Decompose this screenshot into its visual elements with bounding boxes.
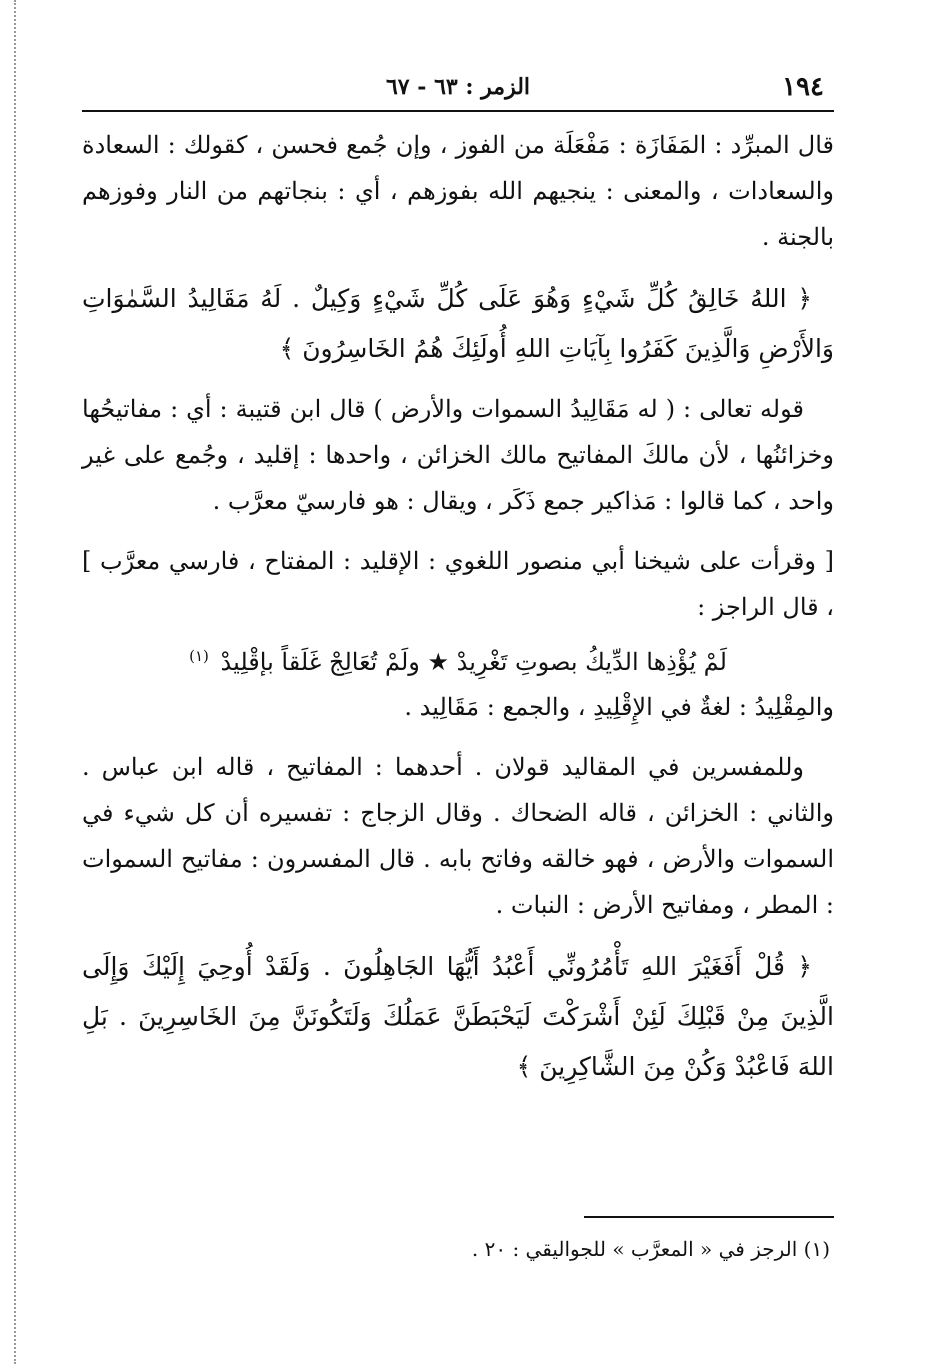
footnote-divider bbox=[584, 1216, 834, 1218]
footnotes-section bbox=[82, 1216, 834, 1266]
paragraph-mufassirun: وللمفسرين في المقاليد قولان . أحدهما : المفاتيح ، قاله ابن عباس . والثاني : الخزائن ، قاله الضحاك . وقال الزجاج : تفسيره أن كل شيء في السموات والأرض ، فهو خالقه وفاتح بابه . قال المفسرون : مفاتيح السموات : المطر ، ومفاتيح الأرض : النبات . bbox=[82, 753, 834, 919]
scan-edge-dots bbox=[14, 0, 16, 1364]
footnote-1: (١) الرجز في « المعرَّب » للجواليقي : ٢٠ . bbox=[471, 1237, 830, 1261]
quran-verse-62-63: ﴿ اللهُ خَالِقُ كُلِّ شَيْءٍ وَهُوَ عَلَى كُلِّ شَيْءٍ وَكِيلٌ . لَهُ مَقَالِيدُ السَّمٰوَاتِ وَالأَرْضِ وَالَّذِينَ كَفَرُوا بِآيَاتِ اللهِ أُولَئِكَ هُمُ الخَاسِرُونَ ﴾ bbox=[82, 284, 834, 363]
paragraph-abu-mansur: [ وقرأت على شيخنا أبي منصور اللغوي : الإقليد : المفتاح ، فارسي معرَّب ] ، قال الراجز : bbox=[82, 547, 834, 621]
poem-verse bbox=[82, 634, 834, 684]
paragraph-miqlid: والمِقْلِيدُ : لغةٌ في الإِقْلِيدِ ، والجمع : مَقَالِيد . bbox=[404, 693, 834, 721]
sura-reference: الزمر : ٦٣ - ٦٧ bbox=[385, 74, 531, 100]
poem-text: لَمْ يُؤْذِها الدِّيكُ بصوتِ تَغْرِيدْ ★ ولَمْ تُعَالِجْ غَلَقاً بإقْلِيدْ bbox=[220, 648, 727, 676]
quran-verse-64-66: ﴿ قُلْ أَفَغَيْرَ اللهِ تَأْمُرُونِّي أَعْبُدُ أَيُّهَا الجَاهِلُونَ . وَلَقَدْ أُوحِيَ إِلَيْكَ وَإِلَى الَّذِينَ مِنْ قَبْلِكَ لَئِنْ أَشْرَكْتَ لَيَحْبَطَنَّ عَمَلُكَ وَلَتَكُونَنَّ مِنَ الخَاسِرِينَ . بَلِ اللهَ فَاعْبُدْ وَكُنْ مِنَ الشَّاكِرِينَ ﴾ bbox=[82, 952, 834, 1081]
paragraph-ibn-qutayba: قوله تعالى : ( له مَقَالِيدُ السموات والأرض ) قال ابن قتيبة : أي : مفاتيحُها وخزائنُها ، لأن مالكَ المفاتيح مالك الخزائن ، واحدها : إقليد ، وجُمع على غير واحد ، كما قالوا : مَذاكير جمع ذَكَر ، ويقال : هو فارسيّ معرَّب . bbox=[82, 395, 834, 515]
footnote-mark: (١) bbox=[189, 647, 209, 665]
paragraph-mubarrid: قال المبرِّد : المَفَازَة : مَفْعَلَة من الفوز ، وإن جُمع فحسن ، كقولك : السعادة والسعادات ، والمعنى : ينجيهم الله بفوزهم ، أي : بنجاتهم من النار وفوزهم بالجنة . bbox=[82, 131, 834, 251]
page-number: ١٩٤ bbox=[782, 72, 824, 102]
running-header bbox=[82, 66, 834, 112]
book-page bbox=[82, 66, 834, 1261]
page-body bbox=[82, 122, 834, 1092]
